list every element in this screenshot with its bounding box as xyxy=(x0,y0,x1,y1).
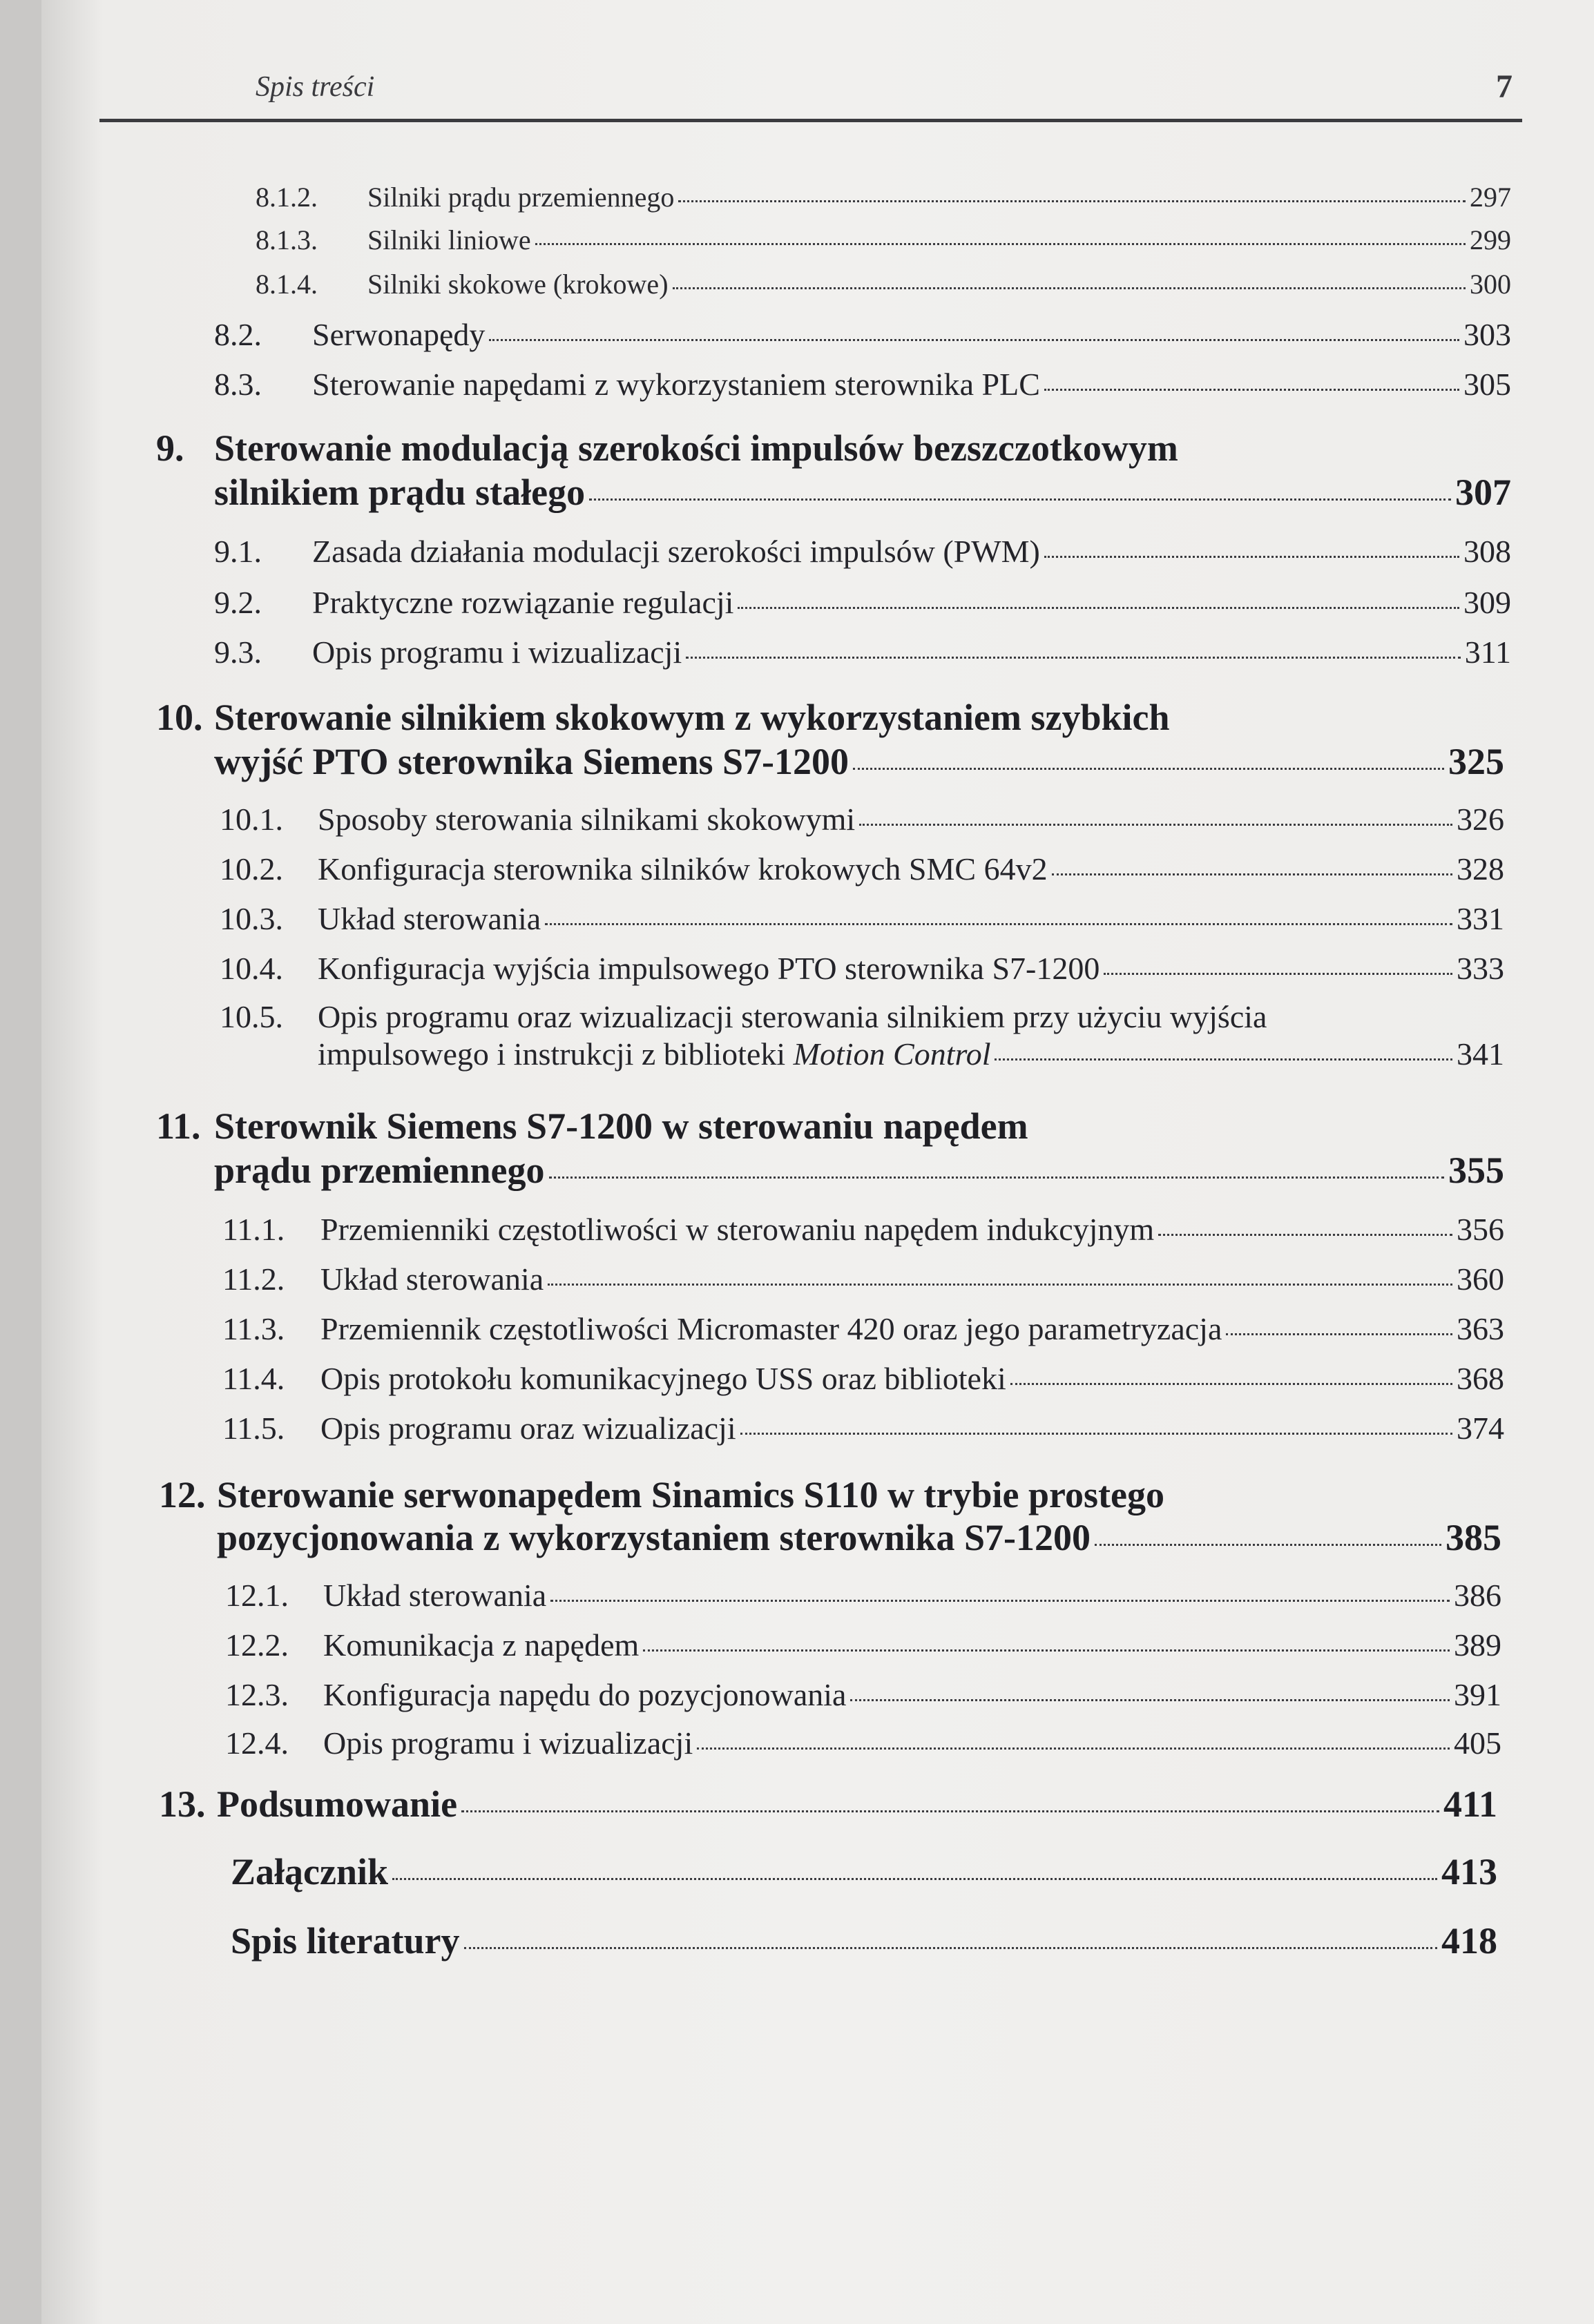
chapter-title-line2: prądu przemiennego xyxy=(214,1150,545,1191)
toc-page: 368 xyxy=(1457,1361,1504,1396)
toc-title-line2 xyxy=(318,1036,990,1072)
dot-leader xyxy=(545,923,1452,925)
toc-entry-9-2[interactable] xyxy=(214,584,1511,621)
toc-page: 413 xyxy=(1441,1851,1497,1892)
toc-page: 385 xyxy=(1446,1517,1501,1558)
toc-number: 12.2. xyxy=(225,1627,289,1663)
dot-leader xyxy=(853,768,1444,770)
toc-entry-8-1-2[interactable] xyxy=(256,181,1511,213)
toc-page: 299 xyxy=(1470,224,1511,255)
toc-page: 333 xyxy=(1457,951,1504,986)
dot-leader xyxy=(1158,1234,1452,1236)
chapter-title: Podsumowanie xyxy=(217,1783,458,1825)
toc-title: Przemienniki częstotliwości w sterowaniu napędem indukcyjnym xyxy=(320,1212,1155,1247)
toc-entry-10-3[interactable] xyxy=(220,900,1504,937)
chapter-title-line1: Sterowanie modulacją szerokości impulsów bezszczotkowym xyxy=(214,427,1178,469)
running-header-title: Spis treści xyxy=(256,71,375,103)
toc-title: Opis programu i wizualizacji xyxy=(312,635,682,670)
toc-title: Opis programu oraz wizualizacji xyxy=(320,1411,736,1446)
toc-entry-8-1-4[interactable] xyxy=(256,268,1511,300)
toc-title: Konfiguracja napędu do pozycjonowania xyxy=(323,1677,847,1712)
toc-number: 8.2. xyxy=(214,317,262,352)
dot-leader xyxy=(1104,973,1452,975)
toc-title: Silniki prądu przemiennego xyxy=(367,182,675,213)
toc-page: 405 xyxy=(1454,1725,1501,1761)
toc-page: 297 xyxy=(1470,182,1511,213)
chapter-9-heading-line2[interactable] xyxy=(214,471,1511,514)
toc-page: 331 xyxy=(1457,901,1504,936)
chapter-title-line1: Sterowanie serwonapędem Sinamics S110 w trybie prostego xyxy=(217,1474,1164,1516)
bibliography-title: Spis literatury xyxy=(231,1920,460,1962)
toc-number: 9.3. xyxy=(214,635,262,670)
toc-page: 300 xyxy=(1470,269,1511,300)
chapter-10-heading-line2[interactable] xyxy=(214,740,1504,783)
dot-leader xyxy=(392,1878,1437,1880)
toc-entry-12-2[interactable] xyxy=(225,1627,1501,1663)
chapter-title-line2: silnikiem prądu stałego xyxy=(214,472,586,513)
page-number: 7 xyxy=(1496,68,1513,105)
toc-number: 11.3. xyxy=(222,1311,285,1346)
dot-leader xyxy=(1044,389,1459,391)
toc-number: 11.5. xyxy=(222,1411,285,1446)
toc-page: 307 xyxy=(1455,472,1511,513)
toc-page: 391 xyxy=(1454,1677,1501,1712)
toc-entry-11-5[interactable] xyxy=(222,1410,1504,1446)
toc-page: 389 xyxy=(1454,1627,1501,1663)
toc-entry-9-1[interactable] xyxy=(214,533,1511,570)
toc-number: 10.5. xyxy=(220,999,283,1034)
dot-leader xyxy=(548,1284,1452,1286)
chapter-11-heading[interactable] xyxy=(156,1105,1028,1148)
dot-leader xyxy=(1010,1383,1452,1385)
dot-leader xyxy=(686,657,1460,659)
dot-leader xyxy=(850,1699,1450,1701)
toc-number: 10.2. xyxy=(220,851,283,887)
toc-title: Zasada działania modulacji szerokości impulsów (PWM) xyxy=(312,534,1040,569)
toc-title: Opis programu i wizualizacji xyxy=(323,1725,693,1761)
toc-page: 303 xyxy=(1463,317,1511,352)
toc-entry-8-2[interactable] xyxy=(214,316,1511,353)
toc-page: 374 xyxy=(1457,1411,1504,1446)
toc-entry-11-2[interactable] xyxy=(222,1261,1504,1297)
toc-page: 305 xyxy=(1463,367,1511,402)
chapter-11-heading-line2[interactable] xyxy=(214,1149,1504,1192)
toc-number: 8.1.3. xyxy=(256,224,318,255)
chapter-12-heading[interactable] xyxy=(159,1473,1164,1516)
toc-entry-10-5-line2[interactable] xyxy=(318,1036,1504,1072)
dot-leader xyxy=(673,287,1466,289)
toc-page: 325 xyxy=(1448,741,1504,782)
dot-leader xyxy=(1095,1544,1441,1546)
dot-leader xyxy=(738,607,1459,609)
dot-leader xyxy=(995,1058,1452,1061)
toc-entry-8-1-3[interactable] xyxy=(256,224,1511,256)
dot-leader xyxy=(1044,556,1459,558)
toc-number: 10.4. xyxy=(220,951,283,986)
dot-leader xyxy=(643,1649,1450,1652)
chapter-13-heading[interactable] xyxy=(159,1783,1497,1826)
chapter-number: 11. xyxy=(156,1105,201,1147)
toc-page: 360 xyxy=(1457,1261,1504,1297)
toc-number: 8.1.2. xyxy=(256,182,318,213)
toc-title: Sterowanie napędami z wykorzystaniem sterownika PLC xyxy=(312,367,1040,402)
chapter-title-line1: Sterownik Siemens S7-1200 w sterowaniu napędem xyxy=(214,1105,1028,1147)
chapter-number: 13. xyxy=(159,1783,206,1825)
toc-page: 363 xyxy=(1457,1311,1504,1346)
title-plain-text: impulsowego i instrukcji z biblioteki xyxy=(318,1036,786,1072)
toc-page: 326 xyxy=(1457,802,1504,837)
toc-title: Silniki skokowe (krokowe) xyxy=(367,269,669,300)
toc-title: Przemiennik częstotliwości Micromaster 420 oraz jego parametryzacja xyxy=(320,1311,1222,1346)
toc-entry-11-1[interactable] xyxy=(222,1211,1504,1248)
toc-entry-9-3[interactable] xyxy=(214,634,1511,670)
dot-leader xyxy=(859,824,1452,826)
dot-leader xyxy=(461,1810,1439,1812)
toc-entry-10-1[interactable] xyxy=(220,801,1504,837)
toc-page: 411 xyxy=(1443,1783,1497,1825)
appendix-title: Załącznik xyxy=(231,1851,389,1892)
toc-title: Silniki liniowe xyxy=(367,224,531,255)
toc-entry-11-4[interactable] xyxy=(222,1360,1504,1397)
header-rule xyxy=(99,119,1522,122)
chapter-number: 10. xyxy=(156,697,203,738)
toc-page: 309 xyxy=(1463,585,1511,620)
bibliography-heading[interactable] xyxy=(231,1919,1497,1962)
toc-number: 10.3. xyxy=(220,901,283,936)
chapter-title-line2: pozycjonowania z wykorzystaniem sterownika S7-1200 xyxy=(217,1517,1091,1558)
dot-leader xyxy=(740,1433,1452,1435)
toc-title: Układ sterowania xyxy=(318,901,541,936)
toc-number: 8.3. xyxy=(214,367,262,402)
running-header xyxy=(256,70,1513,112)
toc-number: 11.2. xyxy=(222,1261,285,1297)
toc-title: Komunikacja z napędem xyxy=(323,1627,640,1663)
toc-page: 328 xyxy=(1457,851,1504,887)
toc-title: Układ sterowania xyxy=(323,1578,547,1613)
dot-leader xyxy=(549,1176,1445,1179)
toc-entry-10-5[interactable] xyxy=(220,998,1267,1035)
dot-leader xyxy=(489,339,1459,341)
toc-entry-10-4[interactable] xyxy=(220,950,1504,987)
toc-number: 12.1. xyxy=(225,1578,289,1613)
chapter-number: 9. xyxy=(156,427,184,469)
toc-title-line1: Opis programu oraz wizualizacji sterowania silnikiem przy użyciu wyjścia xyxy=(318,999,1267,1034)
dot-leader xyxy=(1052,873,1452,875)
toc-entry-12-1[interactable] xyxy=(225,1577,1501,1614)
title-italic-text: Motion Control xyxy=(793,1036,991,1072)
toc-page: 355 xyxy=(1448,1150,1504,1191)
toc-entry-12-4[interactable] xyxy=(225,1725,1501,1761)
toc-title: Układ sterowania xyxy=(320,1261,544,1297)
chapter-10-heading[interactable] xyxy=(156,696,1170,739)
chapter-12-heading-line2[interactable] xyxy=(217,1516,1501,1559)
chapter-title-line1: Sterowanie silnikiem skokowym z wykorzystaniem szybkich xyxy=(214,697,1170,738)
toc-title: Konfiguracja sterownika silników krokowych SMC 64v2 xyxy=(318,851,1048,887)
toc-title: Opis protokołu komunikacyjnego USS oraz biblioteki xyxy=(320,1361,1006,1396)
toc-entry-8-3[interactable] xyxy=(214,366,1511,403)
appendix-heading[interactable] xyxy=(231,1850,1497,1893)
toc-number: 8.1.4. xyxy=(256,269,318,300)
chapter-number: 12. xyxy=(159,1474,206,1516)
toc-number: 11.4. xyxy=(222,1361,285,1396)
toc-page: 341 xyxy=(1457,1036,1504,1072)
toc-number: 9.1. xyxy=(214,534,262,569)
dot-leader xyxy=(550,1600,1450,1602)
book-page xyxy=(41,0,1594,2324)
dot-leader xyxy=(464,1947,1438,1949)
toc-number: 10.1. xyxy=(220,802,283,837)
dot-leader xyxy=(678,200,1466,202)
toc-entry-10-2[interactable] xyxy=(220,851,1504,887)
dot-leader xyxy=(697,1747,1450,1750)
toc-number: 12.3. xyxy=(225,1677,289,1712)
chapter-9-heading[interactable] xyxy=(156,427,1178,469)
toc-number: 11.1. xyxy=(222,1212,285,1247)
toc-title: Konfiguracja wyjścia impulsowego PTO sterownika S7-1200 xyxy=(318,951,1100,986)
chapter-title-line2: wyjść PTO sterownika Siemens S7-1200 xyxy=(214,741,849,782)
toc-page: 311 xyxy=(1464,635,1511,670)
toc-entry-12-3[interactable] xyxy=(225,1676,1501,1713)
toc-number: 12.4. xyxy=(225,1725,289,1761)
dot-leader xyxy=(535,243,1466,245)
toc-page: 418 xyxy=(1441,1920,1497,1962)
toc-entry-11-3[interactable] xyxy=(222,1310,1504,1347)
toc-number: 9.2. xyxy=(214,585,262,620)
toc-page: 356 xyxy=(1457,1212,1504,1247)
dot-leader xyxy=(589,498,1451,501)
toc-title: Serwonapędy xyxy=(312,317,486,352)
toc-title: Sposoby sterowania silnikami skokowymi xyxy=(318,802,856,837)
dot-leader xyxy=(1226,1333,1452,1335)
toc-page: 308 xyxy=(1463,534,1511,569)
toc-title: Praktyczne rozwiązanie regulacji xyxy=(312,585,734,620)
toc-page: 386 xyxy=(1454,1578,1501,1613)
